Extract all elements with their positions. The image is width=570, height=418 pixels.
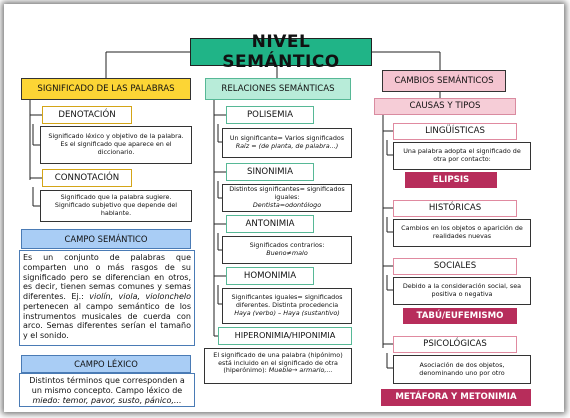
antonimia-line1: Significados contrarios:: [249, 241, 325, 250]
campo-semantico-ej-rest: pertenecen al campo semántico de los instrumentos musicales de cuerda con arco. Semas diferentes serían el tamaño y el sonido.: [23, 301, 191, 340]
antonimia-label: ANTONIMIA: [226, 215, 314, 233]
denotacion-desc: Significado léxico y objetivo de la palabra. Es el significado que aparece en el diccionario.: [40, 126, 192, 164]
middle-header: RELACIONES SEMÁNTICAS: [205, 78, 351, 100]
hiperonimia-label: HIPERONIMIA/HIPONIMIA: [218, 327, 352, 345]
linguisticas-label: LINGÜÍSTICAS: [393, 123, 517, 140]
antonimia-desc: [222, 236, 352, 264]
metafora-metonimia-result: METÁFORA Y METONIMIA: [381, 389, 531, 406]
campo-lexico-label: CAMPO LÉXICO: [21, 355, 191, 373]
campo-lexico-text: [19, 373, 195, 407]
left-header: SIGNIFICADO DE LAS PALABRAS: [21, 78, 191, 100]
polisemia-label: POLISEMIA: [226, 106, 314, 124]
historicas-desc: Cambios en los objetos o aparición de realidades nuevas: [393, 219, 531, 247]
elipsis-result: ELIPSIS: [405, 172, 497, 188]
connotacion-desc: Significado que la palabra sugiere. Significado subjetivo que depende del hablante.: [40, 190, 192, 222]
sociales-desc: Debido a la consideración social, sea positiva o negativa: [393, 277, 531, 305]
hiperonimia-line1: El significado de una palabra (hipónimo) está incluido en el significado de otra (hiperónimo):: [213, 351, 343, 375]
linguisticas-desc: Una palabra adopta el significado de otra por contacto:: [393, 142, 531, 170]
sinonimia-label: SINONIMIA: [226, 163, 314, 181]
polisemia-line2: Raíz = (de planta, de palabra...): [235, 142, 339, 150]
homonimia-label: HOMONIMIA: [226, 267, 314, 285]
campo-semantico-text: [19, 250, 195, 346]
campo-semantico-label: CAMPO SEMÁNTICO: [21, 229, 191, 249]
campo-semantico-examples: violín, viola, violonchelo: [89, 292, 192, 301]
page-title: NIVEL SEMÁNTICO: [190, 38, 372, 66]
homonimia-desc: [222, 288, 352, 324]
campo-semantico-def: Es un conjunto de palabras que comparten uno o más rasgos de su significado pero se diferencian en otros, es decir, tienen semas comunes y semas diferentes.: [23, 253, 191, 301]
right-header: CAMBIOS SEMÁNTICOS: [382, 70, 506, 92]
homonimia-line2: Haya (verbo) – Haya (sustantivo): [234, 308, 340, 317]
antonimia-line2: Bueno≠malo: [266, 249, 308, 257]
sinonimia-line1: Distintos significantes= significados iguales:: [229, 185, 345, 202]
hiperonimia-desc: [204, 348, 352, 384]
campo-lexico-def: Distintos términos que corresponden a un mismo concepto. Campo léxico de: [29, 376, 185, 395]
polisemia-line1: Un significante= Varios significados: [229, 134, 345, 143]
homonimia-line1: Significantes iguales= significados diferentes. Distinta procedencia: [231, 293, 343, 310]
campo-lexico-examples: miedo: temor, pavor, susto, pánico,...: [32, 395, 182, 405]
campo-semantico-ej-prefix: Ej.:: [71, 292, 84, 301]
causas-label: CAUSAS Y TIPOS: [374, 98, 516, 115]
historicas-label: HISTÓRICAS: [393, 200, 517, 217]
sociales-label: SOCIALES: [393, 258, 517, 275]
hiperonimia-line2: Mueble→ armario,...: [268, 366, 333, 375]
sinonimia-desc: [222, 184, 352, 212]
psicologicas-desc: Asociación de dos objetos, denominando uno por otro: [393, 355, 531, 384]
psicologicas-label: PSICOLÓGICAS: [393, 336, 517, 353]
connotacion-label: CONNOTACIÓN: [42, 169, 132, 187]
tabu-eufemismo-result: TABÚ/EUFEMISMO: [403, 308, 517, 324]
polisemia-desc: [222, 128, 352, 158]
sinonimia-line2: Dentista=odontólogo: [252, 200, 322, 209]
denotacion-label: DENOTACIÓN: [42, 106, 132, 124]
